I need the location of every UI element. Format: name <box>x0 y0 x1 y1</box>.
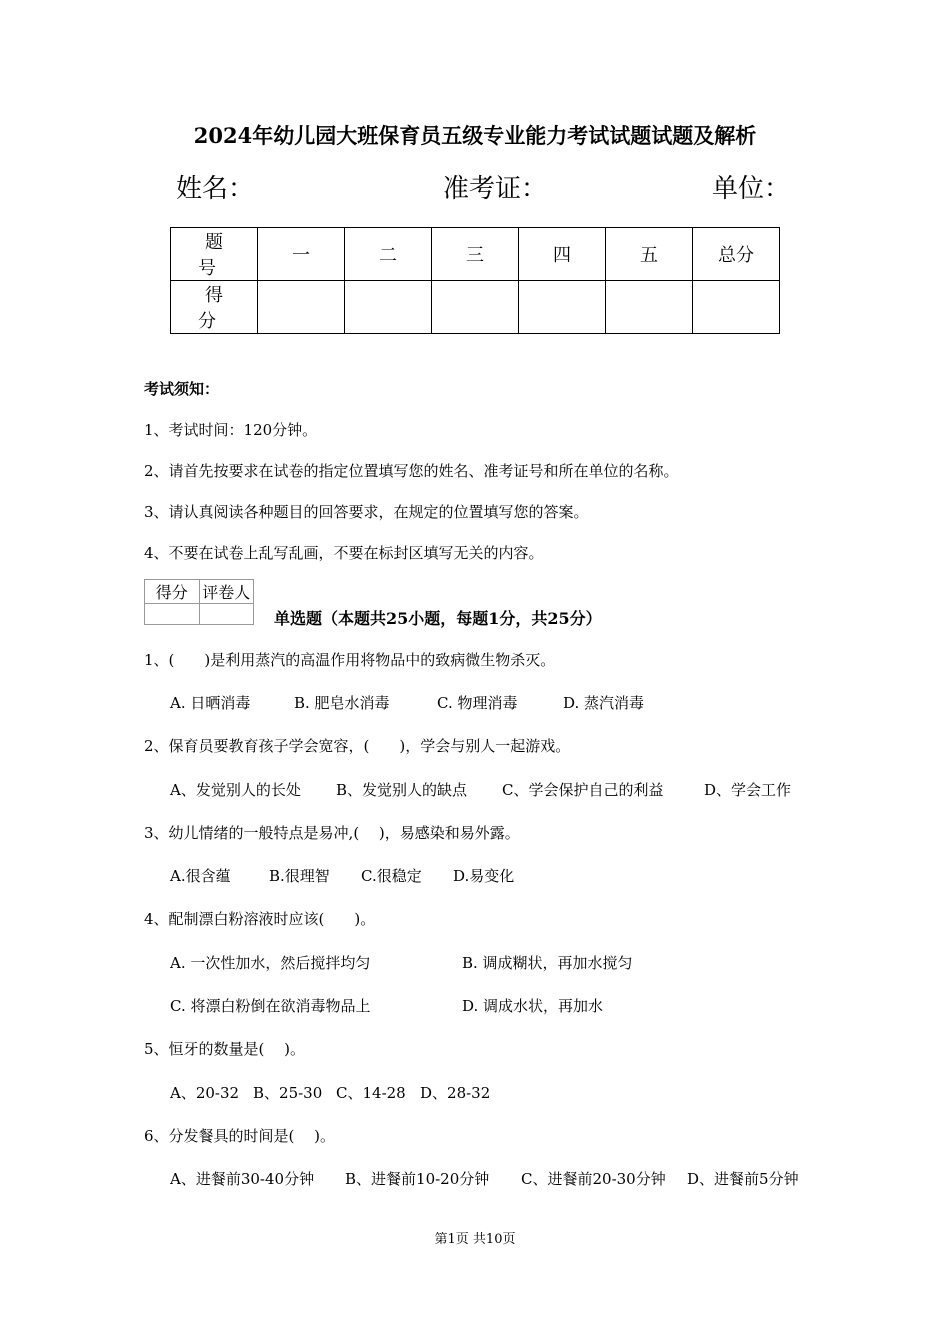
score-cell <box>693 281 780 334</box>
grader-name-cell <box>199 604 254 625</box>
option-row <box>170 779 791 800</box>
notice-item: 2、请首先按要求在试卷的指定位置填写您的姓名、准考证号和所在单位的名称。 <box>144 462 679 480</box>
score-table-header-cell: 二 <box>345 228 432 281</box>
option-c: C.很稳定 <box>361 867 422 885</box>
option-b: B. 调成糊状，再加水搅匀 <box>462 954 633 972</box>
grader-box <box>144 579 254 625</box>
question-text: 4、配制漂白粉溶液时应该( )。 <box>144 910 376 928</box>
question-text: 5、恒牙的数量是( )。 <box>144 1040 306 1058</box>
option-row <box>170 995 603 1016</box>
option-a: A. 一次性加水，然后搅拌均匀 <box>170 954 371 972</box>
score-table-header-cell: 五 <box>606 228 693 281</box>
score-cell <box>258 281 345 334</box>
notice-item: 4、不要在试卷上乱写乱画，不要在标封区填写无关的内容。 <box>144 544 544 562</box>
notice-item: 1、考试时间：120分钟。 <box>144 421 318 439</box>
option-row <box>170 865 514 886</box>
option-d: D. 蒸汽消毒 <box>563 694 645 712</box>
option-b: B.很理智 <box>269 867 330 885</box>
question-text: 1、( )是利用蒸汽的高温作用将物品中的致病微生物杀灭。 <box>144 651 556 669</box>
grader-score-label: 得分 <box>145 580 200 604</box>
option-a: A.很含蕴 <box>170 867 231 885</box>
option-row <box>170 952 633 973</box>
document-title: 2024年幼儿园大班保育员五级专业能力考试试题试题及解析 <box>193 123 757 148</box>
option-d: D、学会工作 <box>704 781 792 799</box>
option-c: C、进餐前20-30分钟 <box>521 1170 666 1188</box>
score-table-header-cell: 一 <box>258 228 345 281</box>
option-c: C. 将漂白粉倒在欲消毒物品上 <box>170 997 371 1015</box>
question-text: 2、保育员要教育孩子学会宽容，( )，学会与别人一起游戏。 <box>144 737 571 755</box>
option-c: C、14-28 <box>336 1084 406 1102</box>
option-b: B. 肥皂水消毒 <box>294 694 390 712</box>
page-footer: 第1页 共10页 <box>434 1232 516 1247</box>
option-c: C. 物理消毒 <box>437 694 518 712</box>
score-table <box>170 227 780 334</box>
option-row <box>170 1168 799 1189</box>
score-cell <box>432 281 519 334</box>
option-a: A、进餐前30-40分钟 <box>170 1170 315 1188</box>
score-row-label: 得 分 <box>171 281 258 334</box>
score-table-header-cell: 总分 <box>693 228 780 281</box>
option-d: D. 调成水状，再加水 <box>462 997 604 1015</box>
notice-item: 3、请认真阅读各种题目的回答要求，在规定的位置填写您的答案。 <box>144 503 589 521</box>
option-d: D、进餐前5分钟 <box>687 1170 799 1188</box>
option-d: D、28-32 <box>420 1084 491 1102</box>
score-cell <box>519 281 606 334</box>
option-b: B、25-30 <box>253 1084 323 1102</box>
option-row <box>170 1082 490 1103</box>
score-table-score-row <box>171 281 780 334</box>
option-b: B、发觉别人的缺点 <box>336 781 468 799</box>
grader-name-label: 评卷人 <box>199 580 254 604</box>
score-cell <box>606 281 693 334</box>
question-text: 6、分发餐具的时间是( )。 <box>144 1127 336 1145</box>
option-row <box>170 692 644 713</box>
unit-field-label: 单位： <box>712 174 791 204</box>
score-cell <box>345 281 432 334</box>
notice-title: 考试须知： <box>144 380 220 398</box>
name-field-label: 姓名： <box>176 174 255 204</box>
section-title: 单选题（本题共25小题，每题1分，共25分） <box>274 609 602 628</box>
option-d: D.易变化 <box>453 867 515 885</box>
score-table-header-row <box>171 228 780 281</box>
grader-score-cell <box>145 604 200 625</box>
option-a: A. 日晒消毒 <box>170 694 251 712</box>
ticket-field-label: 准考证： <box>443 174 548 204</box>
option-a: A、发觉别人的长处 <box>170 781 301 799</box>
score-table-header-cell: 三 <box>432 228 519 281</box>
score-table-header-cell: 题 号 <box>171 228 258 281</box>
option-a: A、20-32 <box>170 1084 240 1102</box>
option-c: C、学会保护自己的利益 <box>502 781 664 799</box>
option-b: B、进餐前10-20分钟 <box>345 1170 490 1188</box>
score-table-header-cell: 四 <box>519 228 606 281</box>
question-text: 3、幼儿情绪的一般特点是易冲,( )，易感染和易外露。 <box>144 824 520 842</box>
